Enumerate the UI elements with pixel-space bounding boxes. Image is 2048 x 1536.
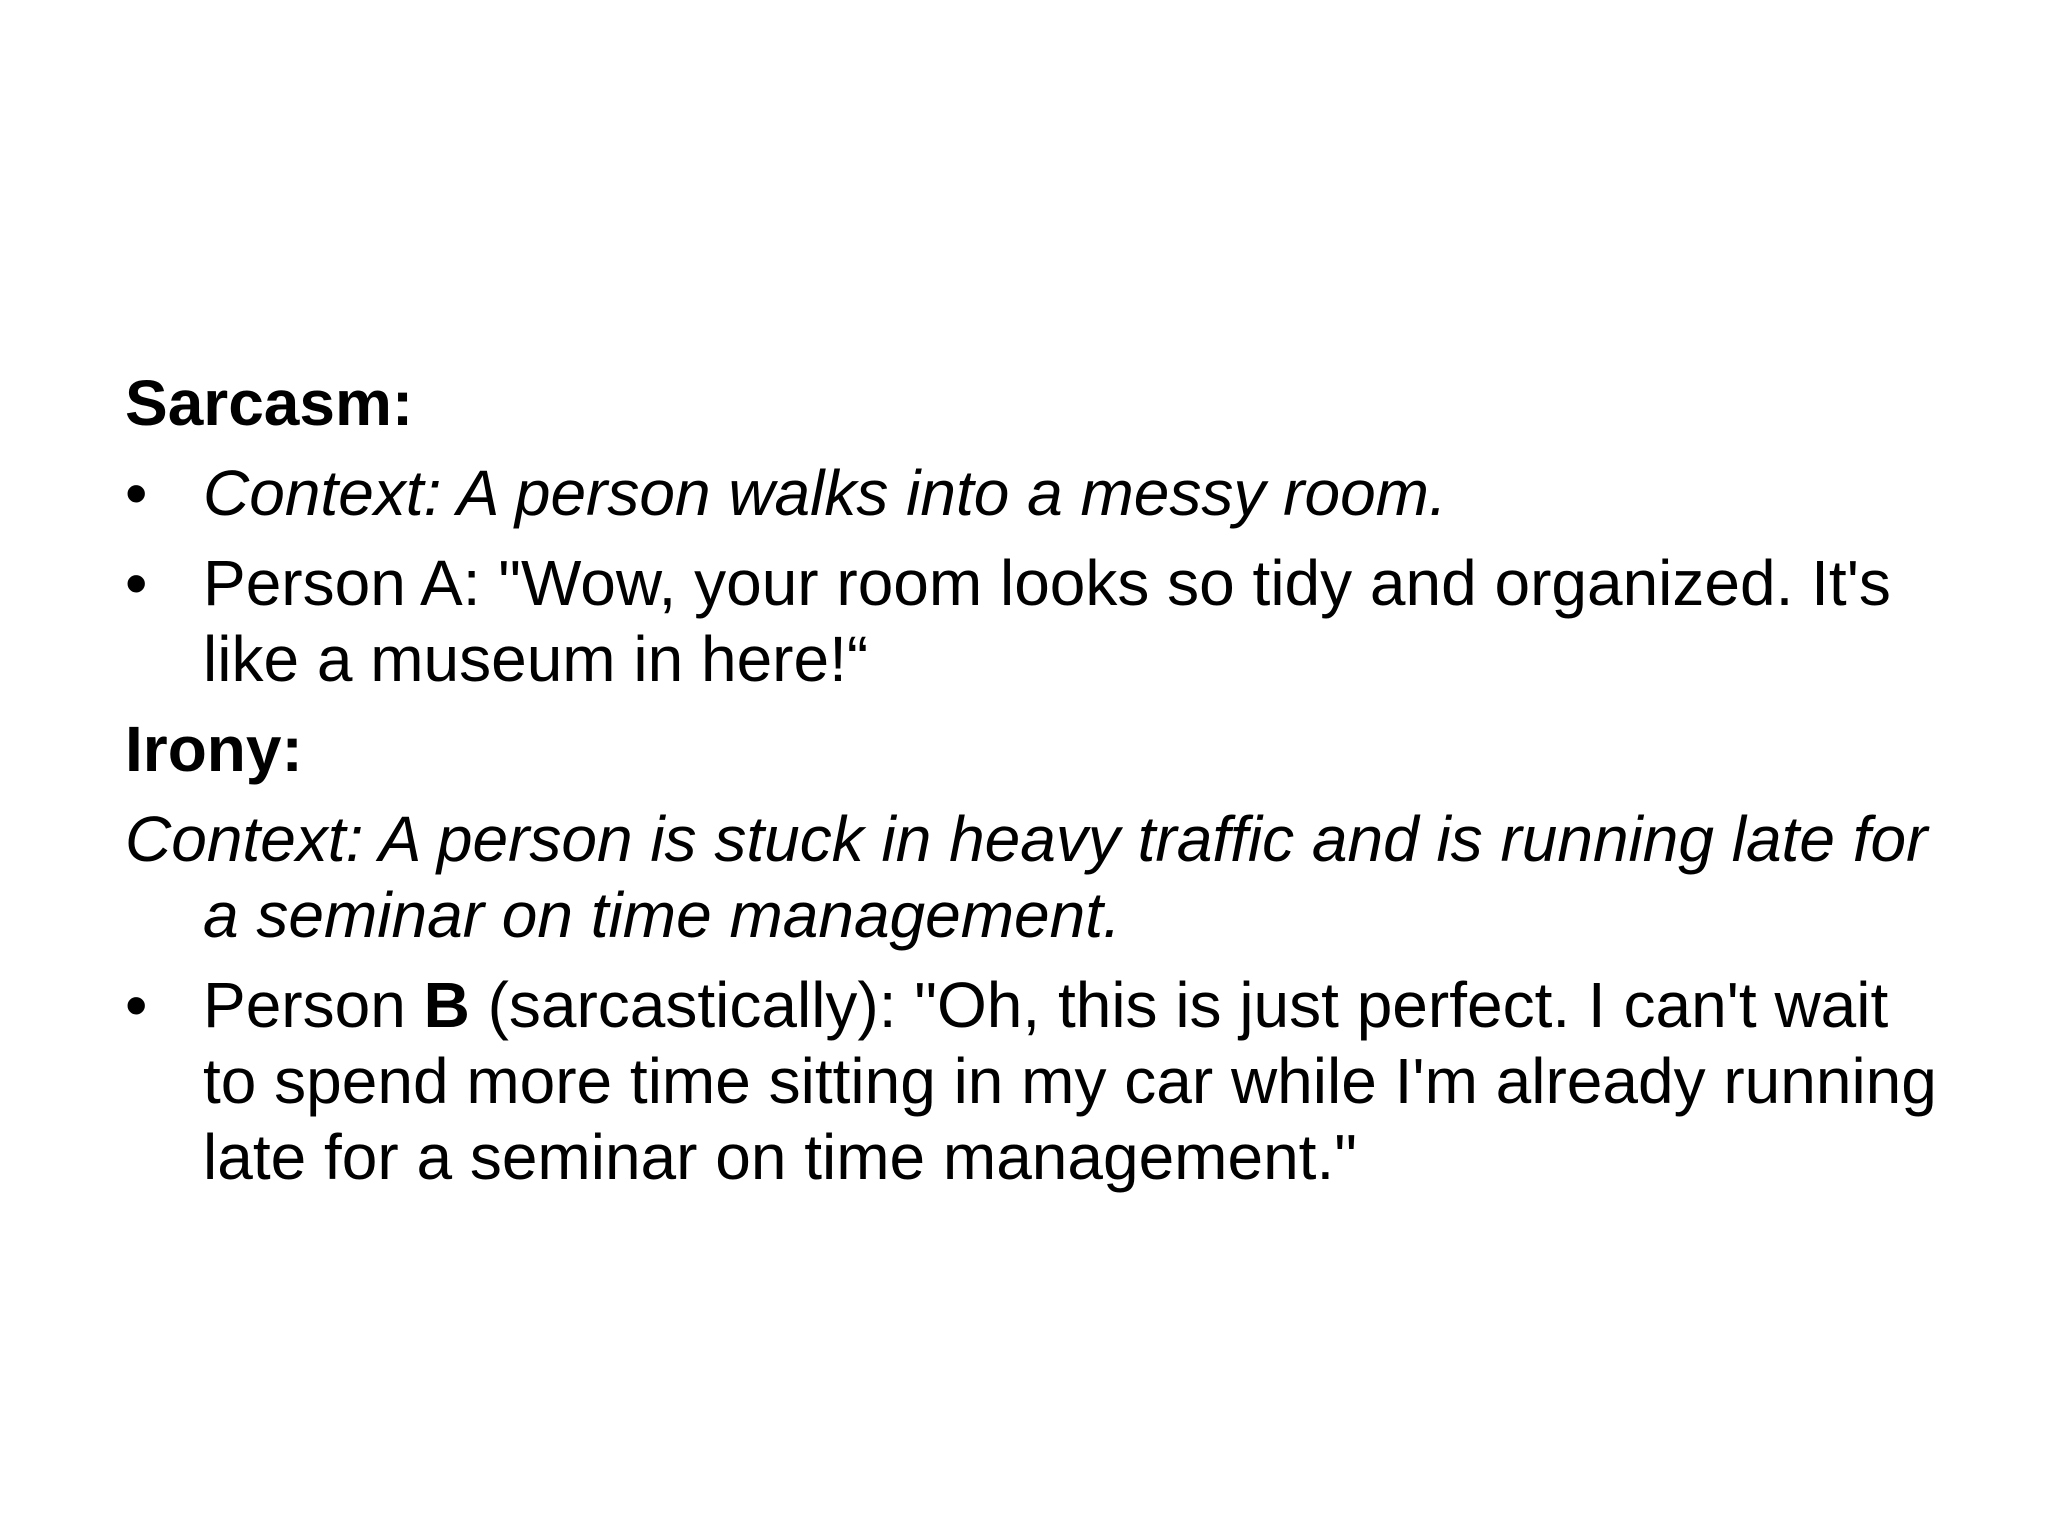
- irony-quote-prefix: Person: [203, 969, 424, 1041]
- irony-context-text: Context: A person is stuck in heavy traffic and is running late for a seminar on time management.: [125, 803, 1928, 951]
- bullet-icon: •: [125, 969, 148, 1041]
- slide-body: [125, 365, 1955, 1209]
- irony-quote-bullet: [125, 967, 1955, 1195]
- sarcasm-heading: Sarcasm:: [125, 367, 414, 439]
- sarcasm-context-bullet: [125, 455, 1955, 531]
- sarcasm-context-text: Context: A person walks into a messy room.: [203, 457, 1447, 529]
- irony-quote-speaker: B: [423, 969, 470, 1041]
- sarcasm-quote-text: Person A: "Wow, your room looks so tidy and organized. It's like a museum in here!“: [203, 547, 1891, 695]
- bullet-icon: •: [125, 547, 148, 619]
- sarcasm-quote-bullet: [125, 545, 1955, 697]
- irony-heading: Irony:: [125, 713, 303, 785]
- irony-quote-text: (sarcastically): "Oh, this is just perfect. I can't wait to spend more time sitting in my car while I'm already running late for a seminar on time management.": [203, 969, 1937, 1193]
- bullet-icon: •: [125, 457, 148, 529]
